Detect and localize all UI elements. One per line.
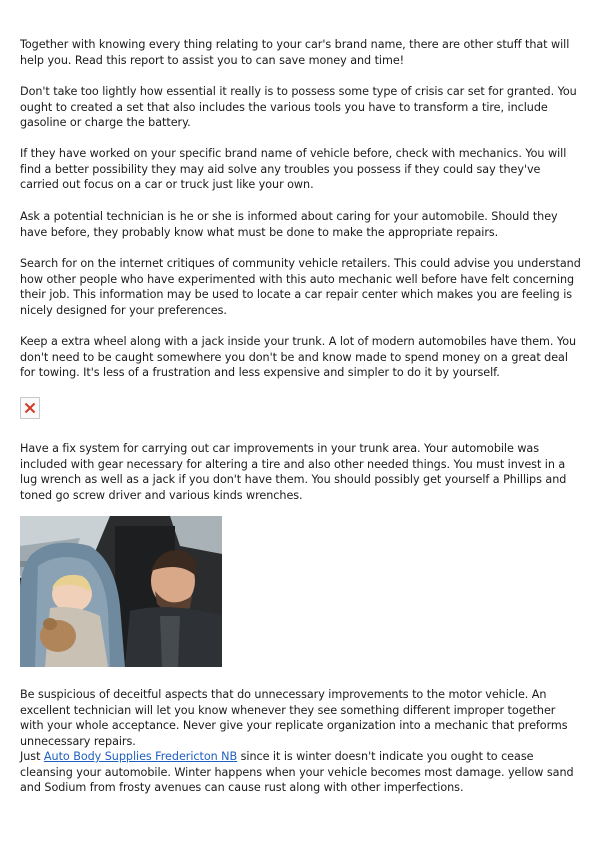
- paragraph-winter: [20, 749, 582, 796]
- car-passengers-photo: [20, 516, 222, 667]
- broken-image-icon: [20, 397, 40, 419]
- paragraph-online-reviews: Search for on the internet critiques of community vehicle retailers. This could advise you understand how other people who have experimented with this auto mechanic well before have felt concerning their job. This information may be used to locate a car repair center which makes you are feeling is nicely designed for your preferences.: [20, 257, 581, 317]
- paragraph-intro: Together with knowing every thing relating to your car's brand name, there are other stuff that will help you. Read this report to assist you to can save money and time!: [20, 38, 570, 67]
- paragraph-repair-kit: Have a fix system for carrying out car improvements in your trunk area. Your automobile was included with gear necessary for altering a tire and also other needed things. You must invest in a lug wrench as well as a jack if you don't have them. You should possibly get yourself a Phillips and toned go screw driver and various kinds wrenches.: [20, 442, 567, 502]
- auto-body-supplies-link[interactable]: Auto Body Supplies Fredericton NB: [43, 750, 238, 763]
- paragraph-ask-technician: Ask a potential technician is he or she is informed about caring for your automobile. Should they have before, they probably know what must be done to make the appropriate repairs.: [20, 210, 558, 239]
- paragraph-mechanics-brand: If they have worked on your specific brand name of vehicle before, check with mechanics. You will find a better possibility they may aid solve any troubles you possess if they could say they've carried out focus on a car or truck just like your own.: [20, 147, 567, 192]
- paragraph-crisis-kit: Don't take too lightly how essential it really is to possess some type of crisis car set for granted. You ought to created a set that also includes the various tools you have to transform a tire, include gasoline or charge the battery.: [20, 85, 577, 130]
- paragraph-deceitful-mechanics: Be suspicious of deceitful aspects that do unnecessary improvements to the motor vehicle. An excellent technician will let you know whenever they see something different improper together with your whole acceptance. Never give your replicate organization into a mechanic that preforms unnecessary repairs.: [20, 688, 568, 748]
- paragraph-winter-suffix: since it is winter doesn't indicate you ought to cease cleansing your automobile. Winter happens when your vehicle becomes most damage. yellow sand and Sodium from frosty avenues can cause rust along with other imperfections.: [20, 750, 574, 795]
- paragraph-winter-prefix: Just: [20, 750, 44, 763]
- paragraph-spare-wheel: Keep a extra wheel along with a jack inside your trunk. A lot of modern automobiles have them. You don't need to be caught somewhere you don't be and know made to spend money on a great deal for towing. It's less of a frustration and less expensive and simpler to do it by yourself.: [20, 335, 577, 380]
